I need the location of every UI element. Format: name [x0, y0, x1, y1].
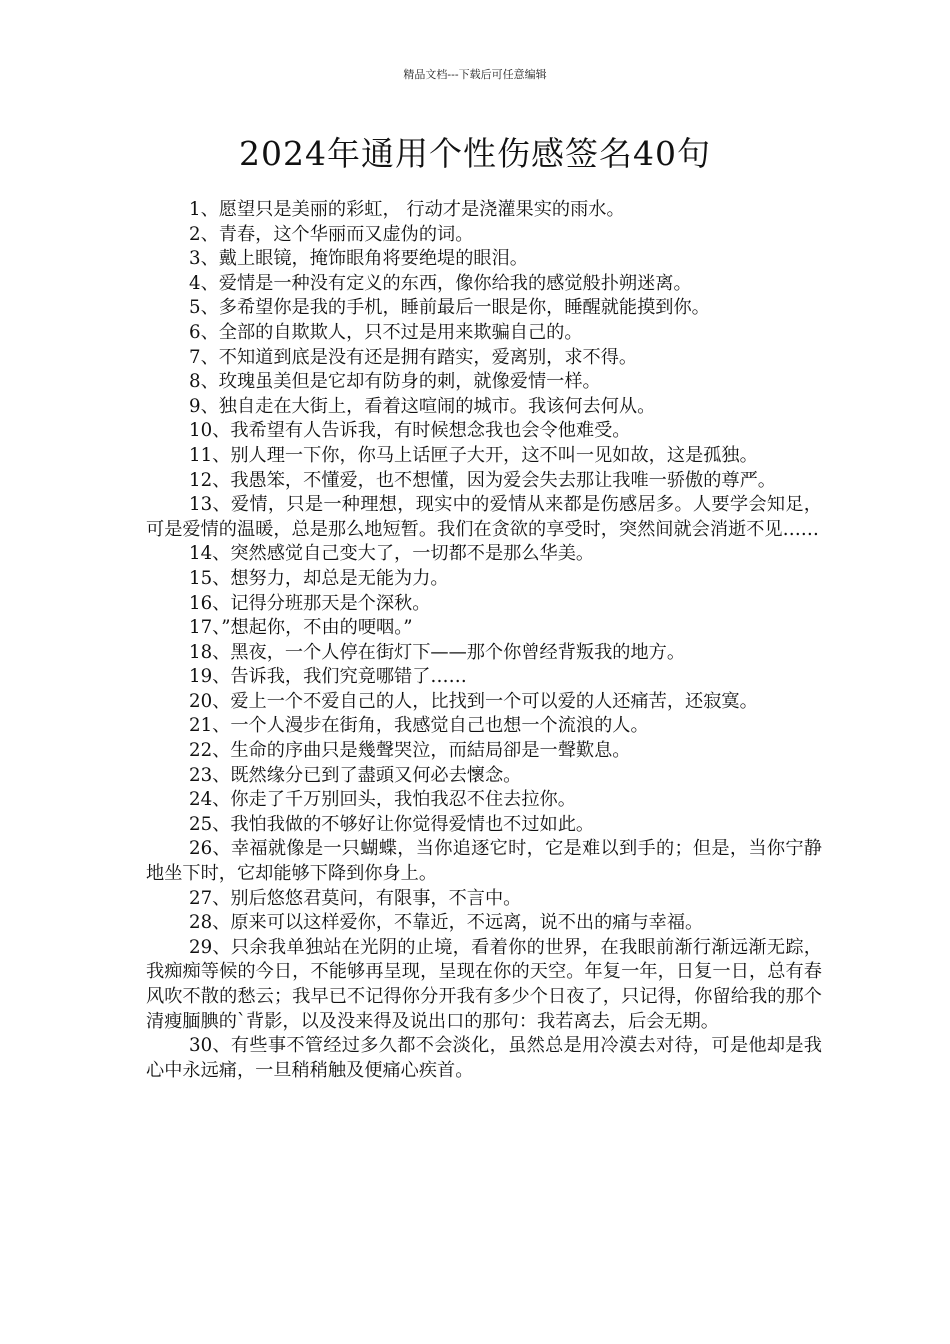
- signature-item-25: 25、我怕我做的不够好让你觉得爱情也不过如此。: [189, 813, 595, 835]
- signature-item-15: 15、想努力，却总是无能为力。: [189, 567, 449, 589]
- signature-item-7: 7、不知道到底是没有还是拥有踏实，爱离别，求不得。: [189, 346, 638, 368]
- signature-item-29: 29、只余我单独站在光阴的止境，看着你的世界，在我眼前渐行渐远渐无踪，我痴痴等候的今日，不能够再呈现，呈现在你的天空。年复一年，日复一日，总有春风吹不散的愁云；我早已不记得你分开我有多少个日夜了，只记得，你留给我的那个清瘦腼腆的`背影，以及没来得及说出口的那句：我若离去，后会无期。: [146, 936, 822, 1032]
- signature-item-13: 13、爱情，只是一种理想，现实中的爱情从来都是伤感居多。人要学会知足，可是爱情的温暖，总是那么地短暂。我们在贪欲的享受时，突然间就会消逝不见……: [146, 494, 822, 540]
- signature-item-24: 24、你走了千万别回头，我怕我忍不住去拉你。: [189, 789, 576, 811]
- signature-item-4: 4、爱情是一种没有定义的东西，像你给我的感觉般扑朔迷离。: [189, 272, 692, 294]
- signature-item-26: 26、幸福就像是一只蝴蝶，当你追逐它时，它是难以到手的；但是，当你宁静地坐下时，它却能够下降到你身上。: [146, 838, 822, 885]
- signature-item-16: 16、记得分班那天是个深秋。: [189, 592, 431, 614]
- signature-item-14: 14、突然感觉自己变大了，一切都不是那么华美。: [189, 543, 595, 565]
- signature-item-1: 1、愿望只是美丽的彩虹， 行动才是浇灌果实的雨水。: [189, 199, 625, 220]
- signature-item-6: 6、全部的自欺欺人，只不过是用来欺骗自己的。: [189, 321, 583, 343]
- signature-item-22: 22、生命的序曲只是幾聲哭泣，而結局卻是一聲歎息。: [189, 740, 631, 762]
- signature-item-5: 5、多希望你是我的手机，睡前最后一眼是你，睡醒就能摸到你。: [189, 297, 710, 319]
- signature-item-20: 20、爱上一个不爱自己的人，比找到一个可以爱的人还痛苦，还寂寞。: [189, 690, 758, 712]
- signature-item-23: 23、既然缘分已到了盡頭又何必去懷念。: [189, 764, 522, 786]
- signature-item-3: 3、戴上眼镜，掩饰眼角将要绝堤的眼泪。: [189, 248, 528, 270]
- signature-item-2: 2、青春，这个华丽而又虚伪的词。: [189, 223, 474, 245]
- signature-item-10: 10、我希望有人告诉我，有时候想念我也会令他难受。: [189, 420, 631, 442]
- signature-item-11: 11、别人理一下你，你马上话匣子大开，这不叫一见如故，这是孤独。: [189, 444, 758, 466]
- signature-item-12: 12、我愚笨，不懂爱，也不想懂，因为爱会失去那让我唯一骄傲的尊严。: [189, 469, 776, 491]
- signature-item-27: 27、别后悠悠君莫问，有限事，不言中。: [189, 887, 522, 909]
- signature-item-17: 17、”想起你，不由的哽咽。”: [189, 617, 413, 639]
- signature-item-28: 28、原来可以这样爱你，不靠近，不远离，说不出的痛与幸福。: [189, 912, 704, 934]
- document-title: 2024年通用个性伤感签名40句: [239, 134, 711, 173]
- document-body: [146, 198, 822, 1083]
- signature-item-19: 19、告诉我，我们究竟哪错了……: [189, 666, 467, 688]
- signature-item-21: 21、一个人漫步在街角，我感觉自己也想一个流浪的人。: [189, 715, 649, 737]
- signature-item-18: 18、黑夜，一个人停在街灯下——那个你曾经背叛我的地方。: [189, 641, 686, 663]
- signature-item-30: 30、有些事不管经过多久都不会淡化，虽然总是用冷漠去对待，可是他却是我心中永远痛，一旦稍稍触及便痛心疾首。: [146, 1035, 822, 1081]
- signature-item-8: 8、玫瑰虽美但是它却有防身的刺，就像爱情一样。: [189, 371, 601, 393]
- page-header: 精品文档---下载后可任意编辑: [403, 68, 547, 81]
- signature-item-9: 9、独自走在大街上，看着这喧闹的城市。我该何去何从。: [189, 395, 656, 417]
